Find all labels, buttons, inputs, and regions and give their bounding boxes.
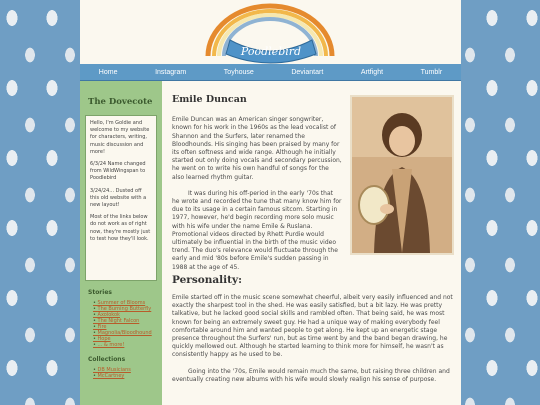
main-content bbox=[172, 88, 454, 392]
logo-text: Poodlebird bbox=[240, 45, 302, 58]
bio-paragraph-2: It was during his off-period in the early '70s that he wrote and recorded the tune that many know him for due to its usage in a certain famous sitcom. Starting in 1977, however, he'd begin recording more solo music with his wife under the name Emile & Ruslana. Promotional videos directed by Rhett Purdie would ultimately be influential in the birth of the music video trend. The duo's relevance would fluctuate through the early and mid '80s before Emile's sudden passing in 1988 at the age of 45. bbox=[172, 189, 342, 271]
intro-paragraph: Most of the links below do not work as of right now, they're mostly just to test how they'll look. bbox=[90, 214, 151, 242]
nav-bar bbox=[80, 64, 461, 81]
nav-toyhouse[interactable]: Toyhouse bbox=[223, 68, 254, 76]
emile-portrait-image bbox=[350, 95, 454, 255]
story-link[interactable]: • Summer of Blooms bbox=[93, 300, 159, 306]
collection-link[interactable]: • DB Musicians bbox=[93, 367, 159, 373]
story-link[interactable]: • Magnolia/Bloodhound bbox=[93, 330, 159, 336]
collections-title: Collections bbox=[88, 356, 126, 363]
personality-paragraph-1: Emile started off in the music scene somewhat cheerful, albeit very easily influenced and not exactly the sharpest tool in the shed. He was easily satisfied, but a bit lazy. He was pretty talkative, but he lacked good social skills and rambled often. That being said, he was most known for being an extremely sweet guy. He had a unique way of making everybody feel comfortable around him and wanted people to get along. He kept up an energetic stage presence throughout the Surfers' run, but as time went by and the band began drawing, he quickly mellowed out. Although he started learning to think more for himself, he wasn't as consistently happy as he used to be. bbox=[172, 294, 453, 359]
stories-title: Stories bbox=[88, 289, 112, 296]
sidebar-title: The Dovecote bbox=[88, 97, 153, 107]
intro-box[interactable] bbox=[85, 115, 157, 281]
story-link[interactable]: • Hope bbox=[93, 336, 159, 342]
intro-paragraph: Hello, I'm Goldie and welcome to my website for characters, writing, music discussion and more! bbox=[90, 120, 150, 155]
site-banner bbox=[80, 0, 461, 64]
story-link[interactable]: • ... & more! bbox=[93, 342, 159, 348]
nav-tumblr[interactable]: Tumblr bbox=[420, 68, 443, 76]
personality-heading: Personality: bbox=[172, 273, 242, 286]
page-container bbox=[80, 0, 461, 405]
stories-list bbox=[93, 300, 159, 348]
bio-paragraph-1: Emile Duncan was an American singer songwriter, known for his work in the 1960s as the lead vocalist of Shannon and the Surfers, later renamed the Bloodhounds. His singing has been praised by many for its often softness and wide range. Although he initially started out only doing vocals and secondary percussion, he went on to write his own handful of songs for the also learned rhythm guitar. bbox=[172, 116, 342, 181]
nav-artfight[interactable]: Artfight bbox=[360, 68, 384, 76]
story-link[interactable]: • The Burning Butterfly bbox=[93, 306, 159, 312]
page-title: Emile Duncan bbox=[172, 94, 247, 105]
story-link[interactable]: • Axolokok bbox=[93, 312, 159, 318]
intro-paragraph: 3/24/24... Dusted off this old website with a new layout! bbox=[90, 187, 147, 209]
rainbow-logo-icon[interactable] bbox=[80, 0, 461, 64]
collections-list bbox=[93, 367, 159, 379]
collection-link[interactable]: • McCartney bbox=[93, 373, 159, 379]
intro-paragraph: 6/3/24 Name changed from WildWingspan to Poodlebird bbox=[90, 161, 146, 182]
sidebar bbox=[80, 81, 162, 405]
story-link[interactable]: • The Night Falcon bbox=[93, 318, 159, 324]
nav-deviantart[interactable]: Deviantart bbox=[291, 68, 324, 76]
personality-paragraph-2: Going into the '70s, Emile would remain much the same, but raising three children and eventually creating new albums with his wife would slowly realign his sense of purpose. bbox=[172, 367, 450, 383]
story-link[interactable]: • Fire bbox=[93, 324, 159, 330]
nav-home[interactable]: Home bbox=[98, 68, 118, 76]
nav-instagram[interactable]: Instagram bbox=[155, 68, 187, 76]
